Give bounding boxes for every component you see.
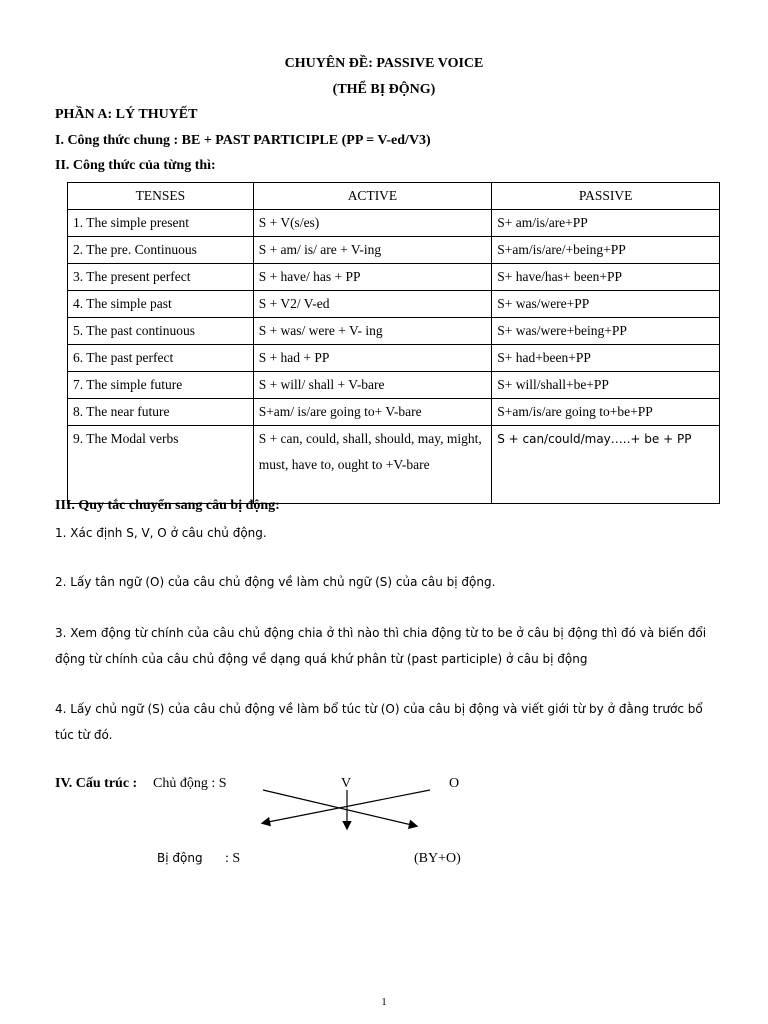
passive-s-label: : S <box>225 851 241 866</box>
tense-cell: 6. The past perfect <box>68 345 254 372</box>
section-4-heading: IV. Cấu trúc : <box>55 776 138 791</box>
page-number: 1 <box>381 996 387 1008</box>
tense-cell: 8. The near future <box>68 399 254 426</box>
active-cell: S + am/ is/ are + V-ing <box>253 237 492 264</box>
part-a-heading: PHẦN A: LÝ THUYẾT <box>55 107 198 122</box>
passive-cell: S + can/could/may…..+ be + PP <box>492 426 720 504</box>
tense-cell: 7. The simple future <box>68 372 254 399</box>
passive-label: Bị động <box>157 851 203 865</box>
rule-3: 3. Xem động từ chính của câu chủ động chia ở thì nào thì chia động từ to be ở câu bị động thì đó và biến đổi động từ chính của câu chủ động về dạng quá khứ phân từ (past participle) ở câu bị động <box>55 626 707 666</box>
passive-cell: S+ will/shall+be+PP <box>492 372 720 399</box>
active-cell: S + have/ has + PP <box>253 264 492 291</box>
passive-cell: S+ was/were+being+PP <box>492 318 720 345</box>
header-passive: PASSIVE <box>492 183 720 210</box>
tense-cell: 3. The present perfect <box>68 264 254 291</box>
active-cell: S + was/ were + V- ing <box>253 318 492 345</box>
active-cell: S + can, could, shall, should, may, might, must, have to, ought to +V-bare <box>253 426 492 504</box>
rule-2: 2. Lấy tân ngữ (O) của câu chủ động về làm chủ ngữ (S) của câu bị động. <box>55 575 496 589</box>
tense-cell: 1. The simple present <box>68 210 254 237</box>
subject-to-object-arrow <box>263 790 416 826</box>
active-cell: S+am/ is/are going to+ V-bare <box>253 399 492 426</box>
header-active: ACTIVE <box>253 183 492 210</box>
rule-4: 4. Lấy chủ ngữ (S) của câu chủ động về làm bổ túc từ (O) của câu bị động và viết giới từ by ở đằng trước bổ túc từ đó. <box>55 702 703 742</box>
passive-cell: S+am/is/are/+being+PP <box>492 237 720 264</box>
header-tenses: TENSES <box>68 183 254 210</box>
passive-cell: S+ was/were+PP <box>492 291 720 318</box>
active-s-label: Chủ động : S <box>153 776 227 791</box>
active-o-label: O <box>449 776 460 791</box>
active-cell: S + will/ shall + V-bare <box>253 372 492 399</box>
tense-cell: 9. The Modal verbs <box>68 426 254 504</box>
passive-cell: S+ have/has+ been+PP <box>492 264 720 291</box>
section-2-heading: II. Công thức của từng thì: <box>55 158 216 173</box>
tense-cell: 5. The past continuous <box>68 318 254 345</box>
section-3-heading: III. Quy tắc chuyển sang câu bị động: <box>55 498 280 513</box>
active-cell: S + had + PP <box>253 345 492 372</box>
section-1-heading: I. Công thức chung : BE + PAST PARTICIPLE (PP = V-ed/V3) <box>55 133 431 148</box>
doc-subtitle: (THỂ BỊ ĐỘNG) <box>332 82 436 97</box>
passive-cell: S+am/is/are going to+be+PP <box>492 399 720 426</box>
active-v-label: V <box>341 776 352 791</box>
active-cell: S + V(s/es) <box>253 210 492 237</box>
tense-cell: 4. The simple past <box>68 291 254 318</box>
doc-title: CHUYÊN ĐỀ: PASSIVE VOICE <box>284 56 484 71</box>
active-cell: S + V2/ V-ed <box>253 291 492 318</box>
rule-1: 1. Xác định S, V, O ở câu chủ động. <box>55 526 267 540</box>
tense-cell: 2. The pre. Continuous <box>68 237 254 264</box>
passive-byo-label: (BY+O) <box>414 851 461 866</box>
passive-cell: S+ had+been+PP <box>492 345 720 372</box>
passive-cell: S+ am/is/are+PP <box>492 210 720 237</box>
